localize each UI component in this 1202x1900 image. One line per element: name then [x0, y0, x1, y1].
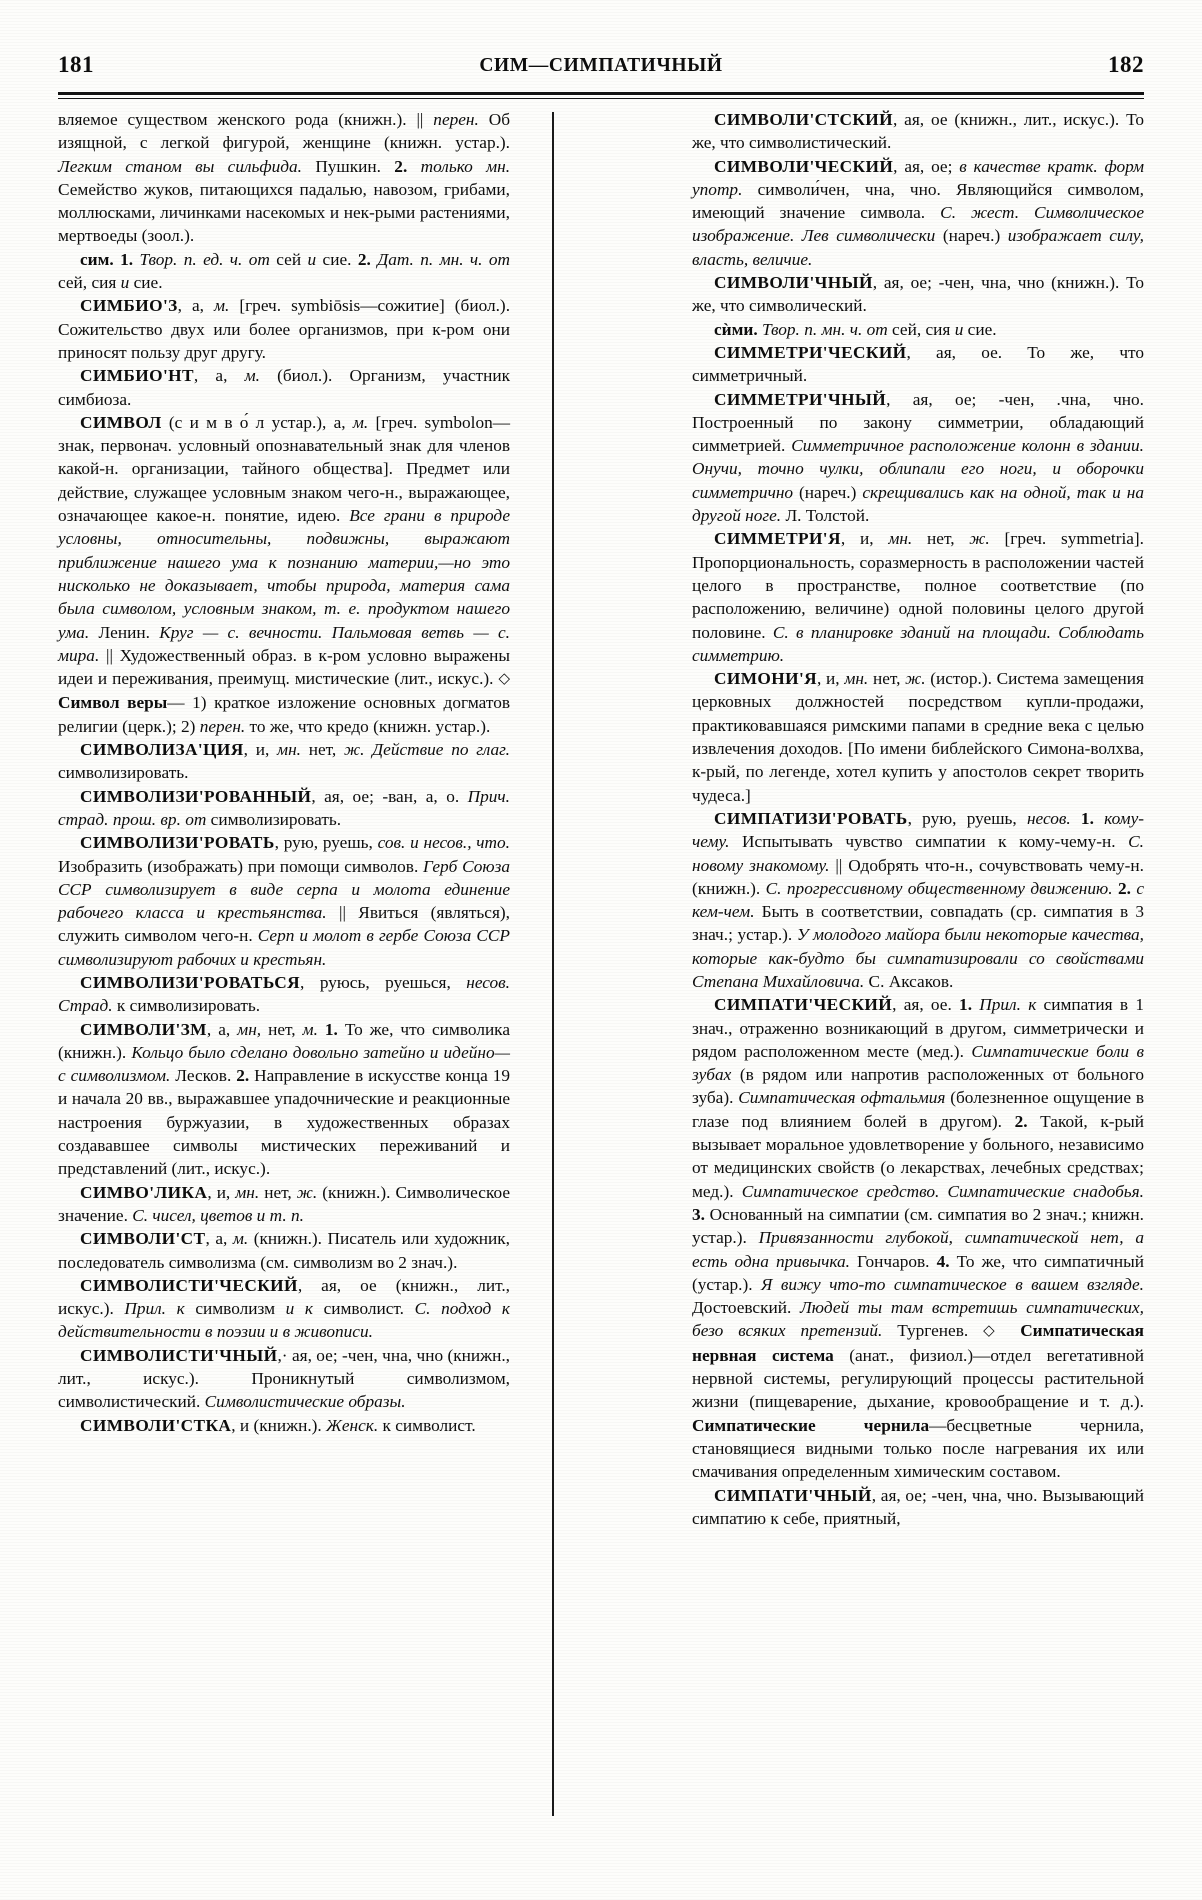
- dictionary-entry: СИМВОЛИ'ЧЕСКИЙ, ая, ое; в качестве кратк. форм употр. символи́чен, чна, чно. Являющийся символом, имеющий значение символа. С. жест. Символическое изображение. Лев символически (нареч.) изображает силу, власть, величие.: [692, 156, 1144, 269]
- dictionary-entry: СИМВОЛИ'ЗМ, а, мн, нет, м. 1. То же, что символика (книжн.). Кольцо было сделано довольно затейно и идейно—с символизмом. Лесков. 2. Направление в искусстве конца 19 и начала 20 вв., выражавшее упадочнические и реакционные настроения буржуазии, в художественных образах создававшее символы мистических переживаний и представлений (лит., искус.).: [58, 1019, 510, 1179]
- dictionary-entry: СИМВОЛ (с и м в о́ л устар.), а, м. [греч. symbolon—знак, первонач. условный опознавательный знак для членов какой-н. организации, тайного общества]. Предмет или действие, служащее условным знаком чего-н., выражающее, означающее какое-н. понятие, идею. Все грани в природе условны, относительны, подвижны, выражают приближение нашего ума к познанию материи,—но это нисколько не доказывает, чтобы природа, материя сама была символом, условным знаком, т. е. продуктом нашего ума. Ленин. Круг — с. вечности. Пальмовая ветвь — с. мира. || Художественный образ. в к-ром условно выражены идеи и переживания, преимущ. мистические (лит., искус.). ◇ Символ веры— 1) краткое изложение основных догматов религии (церк.); 2) перен. то же, что кредо (книжн. устар.).: [58, 412, 511, 736]
- header-rule-thin: [58, 98, 1144, 99]
- column-divider-rule: [552, 112, 554, 1816]
- header-rule-thick: [58, 92, 1144, 95]
- column-left: [58, 108, 510, 1437]
- dictionary-entry: СИММЕТРИ'ЧЕСКИЙ, ая, ое. То же, что симметричный.: [692, 342, 1144, 386]
- running-head-title: СИМ—СИМПАТИЧНЫЙ: [479, 55, 723, 76]
- dictionary-entry: СИМВОЛИ'СТ, а, м. (книжн.). Писатель или художник, последователь символизма (см. символизм во 2 знач.).: [58, 1229, 510, 1272]
- dictionary-entry: СИМПАТИ'ЧНЫЙ, ая, ое; -чен, чна, чно. Вызывающий симпатию к себе, приятный,: [692, 1485, 1144, 1528]
- dictionary-entry: СИММЕТРИ'Я, и, мн. нет, ж. [греч. symmetria]. Пропорциональность, соразмерность в расположении частей целого в пространстве, полное соответствие (по расположению, величине) одной половины целого другой половине. С. в планировке зданий на площади. Соблюдать симметрию.: [692, 529, 1144, 665]
- dictionary-entry: СИМБИО'З, а, м. [греч. symbiōsis—сожитие] (биол.). Сожительство двух или более организмов, при к-ром они приносят пользу друг другу.: [58, 296, 511, 362]
- dictionary-entry: сим. 1. Твор. п. ед. ч. от сей и сие. 2. Дат. п. мн. ч. от сей, сия и сие.: [58, 249, 510, 293]
- dictionary-entry: СИМВОЛИЗА'ЦИЯ, и, мн. нет, ж. Действие по глаг. символизировать.: [58, 740, 510, 783]
- running-header: [58, 52, 1144, 88]
- dictionary-entry: СИМВО'ЛИКА, и, мн. нет, ж. (книжн.). Символическое значение. С. чисел, цветов и т. п.: [58, 1182, 510, 1225]
- dictionary-entry: СИМБИО'НТ, а, м. (биол.). Организм, участник симбиоза.: [58, 366, 510, 409]
- dictionary-entry: сѝми. Твор. п. мн. ч. от сей, сия и сие.: [714, 319, 997, 339]
- entry-continuation: вляемое существом женского рода (книжн.). || перен. Об изящной, с легкой фигурой, женщине (книжн. устар.). Легким станом вы сильфида. Пушкин. 2. только мн. Семейство жуков, питающихся падалью, навозом, грибами, моллюсками, личинками насекомых и нек-рыми растениями, мертвоеды (зоол.).: [58, 110, 511, 246]
- dictionary-entry: СИМВОЛИСТИ'ЧНЫЙ,· ая, ое; -чен, чна, чно (книжн., лит., искус.). Проникнутый символизмом, символистический. Символистические образы.: [58, 1345, 510, 1412]
- dictionary-entry: СИМПАТИ'ЧЕСКИЙ, ая, ое. 1. Прил. к симпатия в 1 знач., отраженно возникающий в другом, симметрически и рядом расположенном месте (мед.). Симпатические боли в зубах (в рядом или напротив расположенных от больного зуба). Симпатическая офтальмия (болезненное ощущение в глазе под влиянием болей в другом). 2. Такой, к-рый вызывает моральное удовлетворение у больного, независимо от медицинских свойств (о лекарствах, лечебных средствах; мед.). Симпатическое средство. Симпатические снадобья. 3. Основанный на симпатии (см. симпатия во 2 знач.; книжн. устар.). Привязанности глубокой, симпатической нет, а есть одна привычка. Гончаров. 4. То же, что симпатичный (устар.). Я вижу что-то симпатическое в вашем взгляде. Достоевский. Людей ты там встретишь симпатических, безо всяких претензий. Тургенев. ◇ Симпатическая нервная система (анат., физиол.)—отдел вегетативной нервной системы, регулирующий процессы растительной жизни (пищеварение, дыхание, кровообращение и т. д.). Симпатические чернила—бесцветные чернила, становящиеся видными только после нагревания их или смачивания определенным химическим составом.: [692, 995, 1145, 1482]
- dictionary-entry: СИМВОЛИЗИ'РОВАТЬ, рую, руешь, сов. и несов., что. Изобразить (изображать) при помощи символов. Герб Союза ССР символизирует в виде серпа и молота единение рабочего класса и крестьянства. || Явиться (являться), служить символом чего-н. Серп и молот в гербе Союза ССР символизируют рабочих и крестьян.: [58, 833, 510, 969]
- dictionary-entry: СИМПАТИЗИ'РОВАТЬ, рую, руешь, несов. 1. кому-чему. Испытывать чувство симпатии к кому-чему-н. С. новому знакомому. || Одобрять что-н., сочувствовать чему-н. (книжн.). С. прогрессивному общественному движению. 2. с кем-чем. Быть в соответствии, совпадать (ср. симпатия в 3 знач.; устар.). У молодого майора были некоторые качества, которые как-будто бы симпатизировали со свойствами Степана Михайловича. С. Аксаков.: [692, 808, 1145, 991]
- dictionary-entry: СИМВОЛИ'СТКА, и (книжн.). Женск. к символист.: [80, 1415, 476, 1435]
- dictionary-entry: СИМВОЛИЗИ'РОВАТЬСЯ, руюсь, руешься, несов. Страд. к символизировать.: [58, 972, 510, 1016]
- dictionary-entry: СИМВОЛИЗИ'РОВАННЫЙ, ая, ое; -ван, а, о. Прич. страд. прош. вр. от символизировать.: [58, 786, 510, 829]
- dictionary-entry: СИММЕТРИ'ЧНЫЙ, ая, ое; -чен, .чна, чно. Построенный по закону симметрии, обладающий симметрией. Симметричное расположение колонн в здании. Онучи, точно чулки, облипали его ноги, и оборочки симметрично (нареч.) скрещивались как на одной, так и на другой ноге. Л. Толстой.: [692, 389, 1144, 526]
- dictionary-entry: СИМВОЛИ'СТСКИЙ, ая, ое (книжн., лит., искус.). То же, что символистический.: [692, 110, 1144, 153]
- page-number-left: 181: [58, 52, 94, 77]
- column-right: [692, 108, 1144, 1530]
- dictionary-entry: СИМВОЛИСТИ'ЧЕСКИЙ, ая, ое (книжн., лит., искус.). Прил. к символизм и к символист. С. подход к действительности в поэзии и в живописи.: [58, 1275, 510, 1342]
- column-area: [58, 108, 1144, 1848]
- page-number-right: 182: [1108, 52, 1144, 77]
- dictionary-entry: СИМВОЛИ'ЧНЫЙ, ая, ое; -чен, чна, чно (книжн.). То же, что символический.: [692, 273, 1144, 316]
- dictionary-entry: СИМОНИ'Я, и, мн. нет, ж. (истор.). Система замещения церковных должностей посредством купли-продажи, практиковавшаяся римскими папами в средние века с целью извлечения доходов. [По имени библейского Симона-волхва, к-рый, по легенде, хотел купить у апостолов секрет творить чудеса.]: [692, 669, 1144, 805]
